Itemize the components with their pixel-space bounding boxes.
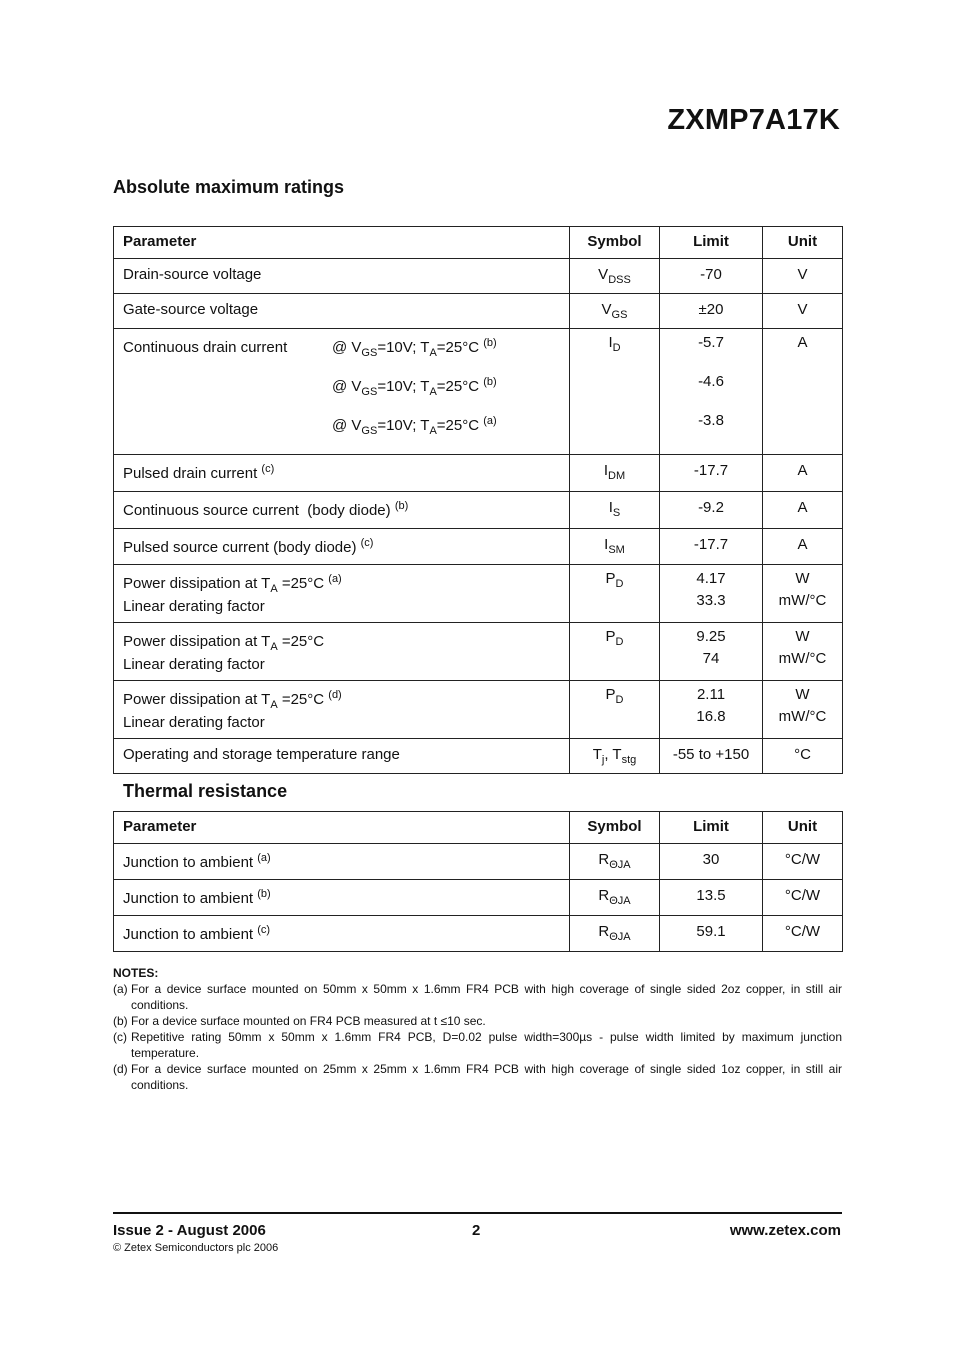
- absolute-max-ratings-table: [113, 226, 843, 774]
- unit-cell: A: [797, 334, 808, 351]
- unit-cell: V: [797, 301, 808, 318]
- param-cell: Junction to ambient $^{(c)}$: [123, 924, 271, 943]
- footer-website-link[interactable]: www.zetex.com: [729, 1222, 841, 1239]
- limit-cell: -17.7: [693, 462, 729, 479]
- table-row: [114, 739, 843, 774]
- table-row: [114, 529, 843, 565]
- param-cell: Power dissipation at $T_A =25^\circ C$ $^{(a)}$ Linear derating factor: [123, 573, 342, 615]
- header-limit: Limit: [660, 227, 763, 259]
- thermal-resistance-table: [113, 811, 843, 952]
- unit-cell: A: [797, 462, 808, 479]
- limit-cell: -70: [700, 266, 722, 283]
- symbol-cell: $I_{SM}$: [604, 536, 625, 556]
- limit-cell: 4.17 33.3: [696, 570, 726, 609]
- limit-cell: ±20: [698, 301, 724, 318]
- note-item: (b) For a device surface mounted on FR4 PCB measured at t ≤10 sec.: [113, 1014, 486, 1028]
- param-cell: Power dissipation at $T_A =25^\circ C$ $^{(d)}$ Linear derating factor: [123, 689, 342, 731]
- param-cell: Pulsed source current (body diode) $^{(c)}$: [123, 537, 374, 556]
- symbol-cell: $P_D$: [605, 628, 624, 648]
- param-cell: [123, 329, 569, 454]
- note-item: (a) For a device surface mounted on 50mm x 50mm x 1.6mm FR4 PCB with high coverage of single sided 2oz copper, in still air conditions.: [113, 982, 842, 1012]
- header-symbol: Symbol: [570, 227, 660, 259]
- symbol-cell: $V_{DSS}$: [598, 266, 631, 286]
- unit-cell: °C/W: [784, 923, 821, 940]
- symbol-cell: $R_{\Theta JA}$: [598, 923, 631, 943]
- param-label: Continuous drain current: [123, 339, 288, 356]
- table-row: [114, 294, 843, 329]
- param-cell: Junction to ambient $^{(a)}$: [123, 852, 271, 871]
- table-header-row: [114, 227, 843, 259]
- table-row: [114, 880, 843, 916]
- footer-issue: Issue 2 - August 2006: [113, 1222, 266, 1239]
- symbol-cell: $P_D$: [605, 570, 624, 590]
- unit-cell: W mW/°C: [778, 628, 827, 667]
- param-cell: Gate-source voltage: [123, 301, 259, 318]
- header-unit: Unit: [763, 227, 843, 259]
- symbol-cell: $T_j$, $T_{stg}$: [592, 746, 637, 766]
- table-row: [114, 916, 843, 952]
- header-parameter: Parameter: [114, 227, 570, 259]
- header-symbol: Symbol: [570, 812, 660, 844]
- header-limit: Limit: [660, 812, 763, 844]
- param-cell: Continuous source current (body diode) $^{(b)}$: [123, 500, 409, 519]
- symbol-cell: $R_{\Theta JA}$: [598, 887, 631, 907]
- param-cell: Pulsed drain current $^{(c)}$: [123, 463, 275, 482]
- limit-cell: 30: [702, 851, 720, 868]
- table-row: [114, 259, 843, 294]
- table-header-row: [114, 812, 843, 844]
- unit-cell: V: [797, 266, 808, 283]
- table-row: [114, 455, 843, 492]
- unit-cell: A: [797, 536, 808, 553]
- limit-cell: -9.2: [698, 499, 724, 516]
- limit-cell: -5.7 -4.6 -3.8: [698, 334, 724, 429]
- table-row: [114, 565, 843, 623]
- table-row: [114, 329, 843, 455]
- symbol-cell: $R_{\Theta JA}$: [598, 851, 631, 871]
- symbol-cell: $P_D$: [605, 686, 624, 706]
- limit-cell: -17.7: [693, 536, 729, 553]
- unit-cell: °C: [794, 746, 811, 763]
- unit-cell: A: [797, 499, 808, 516]
- footer-page-number: 2: [472, 1222, 481, 1239]
- notes-section: [113, 965, 842, 1093]
- amr-section-title: Absolute maximum ratings: [113, 177, 345, 197]
- header-unit: Unit: [763, 812, 843, 844]
- table-row: [114, 623, 843, 681]
- part-number-title: ZXMP7A17K: [667, 104, 840, 136]
- limit-cell: 9.25 74: [696, 628, 726, 667]
- footer-copyright: © Zetex Semiconductors plc 2006: [113, 1242, 279, 1254]
- param-cell: Operating and storage temperature range: [123, 746, 400, 763]
- table-row: [114, 681, 843, 739]
- condition-1: @ $V_{GS}=10V$; $T_A=25^\circ C$ $^{(b)}$: [332, 337, 497, 359]
- symbol-cell: $I_S$: [608, 499, 621, 519]
- note-item: (c) Repetitive rating 50mm x 50mm x 1.6mm FR4 PCB, D=0.02 pulse width=300µs - pulse width limited by maximum junction temperature.: [113, 1030, 842, 1060]
- param-cell: Power dissipation at $T_A =25^\circ C$ Linear derating factor: [123, 633, 325, 673]
- unit-cell: W mW/°C: [778, 686, 827, 725]
- param-cell: Drain-source voltage: [123, 266, 262, 283]
- symbol-cell: $I_{DM}$: [603, 462, 626, 482]
- unit-cell: °C/W: [784, 851, 821, 868]
- limit-cell: 59.1: [696, 923, 726, 940]
- table-row: [114, 492, 843, 529]
- notes-heading: NOTES:: [113, 966, 159, 980]
- unit-cell: W mW/°C: [778, 570, 827, 609]
- table-row: [114, 844, 843, 880]
- condition-3: @ $V_{GS}=10V$; $T_A=25^\circ C$ $^{(a)}$: [332, 415, 497, 437]
- limit-cell: 2.11 16.8: [696, 686, 726, 725]
- param-cell: Junction to ambient $^{(b)}$: [123, 888, 271, 907]
- symbol-cell: $V_{GS}$: [601, 301, 628, 321]
- footer-divider: [113, 1212, 842, 1214]
- note-item: (d) For a device surface mounted on 25mm x 25mm x 1.6mm FR4 PCB with high coverage of single sided 1oz copper, in still air conditions.: [113, 1062, 842, 1092]
- limit-cell: 13.5: [696, 887, 726, 904]
- limit-cell: -55 to +150: [672, 746, 750, 763]
- condition-2: @ $V_{GS}=10V$; $T_A=25^\circ C$ $^{(b)}$: [332, 376, 497, 398]
- symbol-cell: $I_D$: [608, 334, 621, 354]
- thermal-section-title: Thermal resistance: [123, 781, 288, 801]
- header-parameter: Parameter: [114, 812, 570, 844]
- unit-cell: °C/W: [784, 887, 821, 904]
